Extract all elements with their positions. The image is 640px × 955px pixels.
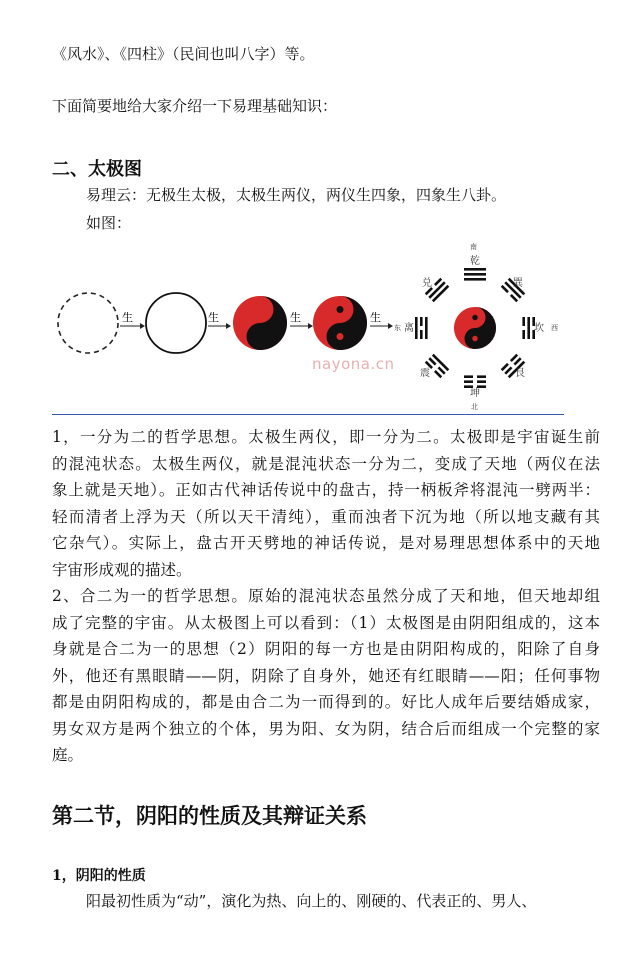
sixiang-taiji-symbol [313,296,367,350]
paragraph-2-line: 都是由阴阳构成的，都是由合二为一而得到的。好比人成年后要结婚成家， [52,693,600,711]
liangyi-symbol [233,296,287,350]
label-xun: 巽 [513,278,523,289]
arrow-label-4: 生 [370,311,381,324]
paragraph-1-line: 的混沌状态。太极生两仪，就是混沌状态一分为二，变成了天地（两仪在法 [52,454,600,473]
arrow-label-1: 生 [122,311,133,324]
sub-heading-yinyang-nature: 1，阴阳的性质 [52,868,146,884]
label-north: 北 [471,403,478,411]
paragraph-2 [52,583,600,769]
paragraph-2-line: 男女双方是两个独立的个体，男为阳、女为阴，结合后而组成一个完整的家 [52,719,600,738]
label-zhen: 震 [420,368,430,379]
label-li: 离 [404,323,414,334]
label-kan: 坎 [534,323,544,334]
section-heading-taiji: 二、太极图 [52,159,142,180]
paragraph-2-line: 外，他还有黑眼睛——阴，阴除了自身外，她还有红眼睛——阳；任何事物 [52,666,600,685]
see-figure-label: 如图： [86,214,132,232]
label-kun: 坤 [470,388,480,399]
label-west: 西 [551,324,558,332]
yinyang-nature-text: 阳最初性质为“动”，演化为热、向上的、刚硬的、代表正的、男人、 [86,892,537,910]
paragraph-1-line: 轻而清者上浮为天（所以天干清纯），重而浊者下沉为地（所以地支藏有其 [52,507,600,526]
paragraph-2-line: 身就是合二为一的思想（2）阴阳的每一方也是由阴阳构成的，阳除了自身 [52,640,600,658]
trigram-li [415,317,428,339]
wuji-dashed-circle [58,293,118,353]
label-gen: 艮 [515,368,525,379]
intro-line-2: 下面简要地给大家介绍一下易理基础知识： [52,97,338,115]
taiji-empty-circle [146,293,206,353]
paragraph-1-line: 它杂气）。实际上，盘古开天劈地的神话传说，是对易理思想体系中的天地 [52,534,600,552]
paragraph-1 [52,424,600,583]
intro-line-1: 《风水》、《四柱》（民间也叫八字）等。 [52,45,315,63]
paragraph-2-line: 2、合二为一的哲学思想。原始的混沌状态虽然分成了天和地，但天地却组 [52,587,600,605]
paragraph-2-line: 成了完整的宇宙。从太极图上可以看到：（1）太极图是由阴阳组成的，这本 [52,613,600,632]
watermark: nayona.cn [312,355,395,373]
paragraph-1-line: 宇宙形成观的描述。 [52,560,192,579]
taiji-bagua-diagram [50,238,590,414]
label-qian: 乾 [470,256,480,267]
paragraph-1-line: 1，一分为二的哲学思想。太极生两仪，即一分为二。太极即是宇宙诞生前 [52,428,600,446]
label-south: 南 [470,243,477,251]
arrow-label-3: 生 [290,311,301,324]
label-east: 东 [394,324,401,332]
taiji-quote: 易理云：无极生太极，太极生两仪，两仪生四象，四象生八卦。 [86,186,507,204]
trigram-qian [464,268,486,281]
paragraph-2-line: 庭。 [52,746,84,764]
arrow-label-2: 生 [208,311,219,324]
divider-line [52,414,564,415]
section-heading-yinyang: 第二节，阴阳的性质及其辩证关系 [52,803,367,828]
paragraph-1-line: 象上就是天地）。正如古代神话传说中的盘古，持一柄板斧将混沌一劈两半： [52,481,600,499]
trigram-kun [464,375,486,388]
label-dui: 兑 [422,278,432,289]
